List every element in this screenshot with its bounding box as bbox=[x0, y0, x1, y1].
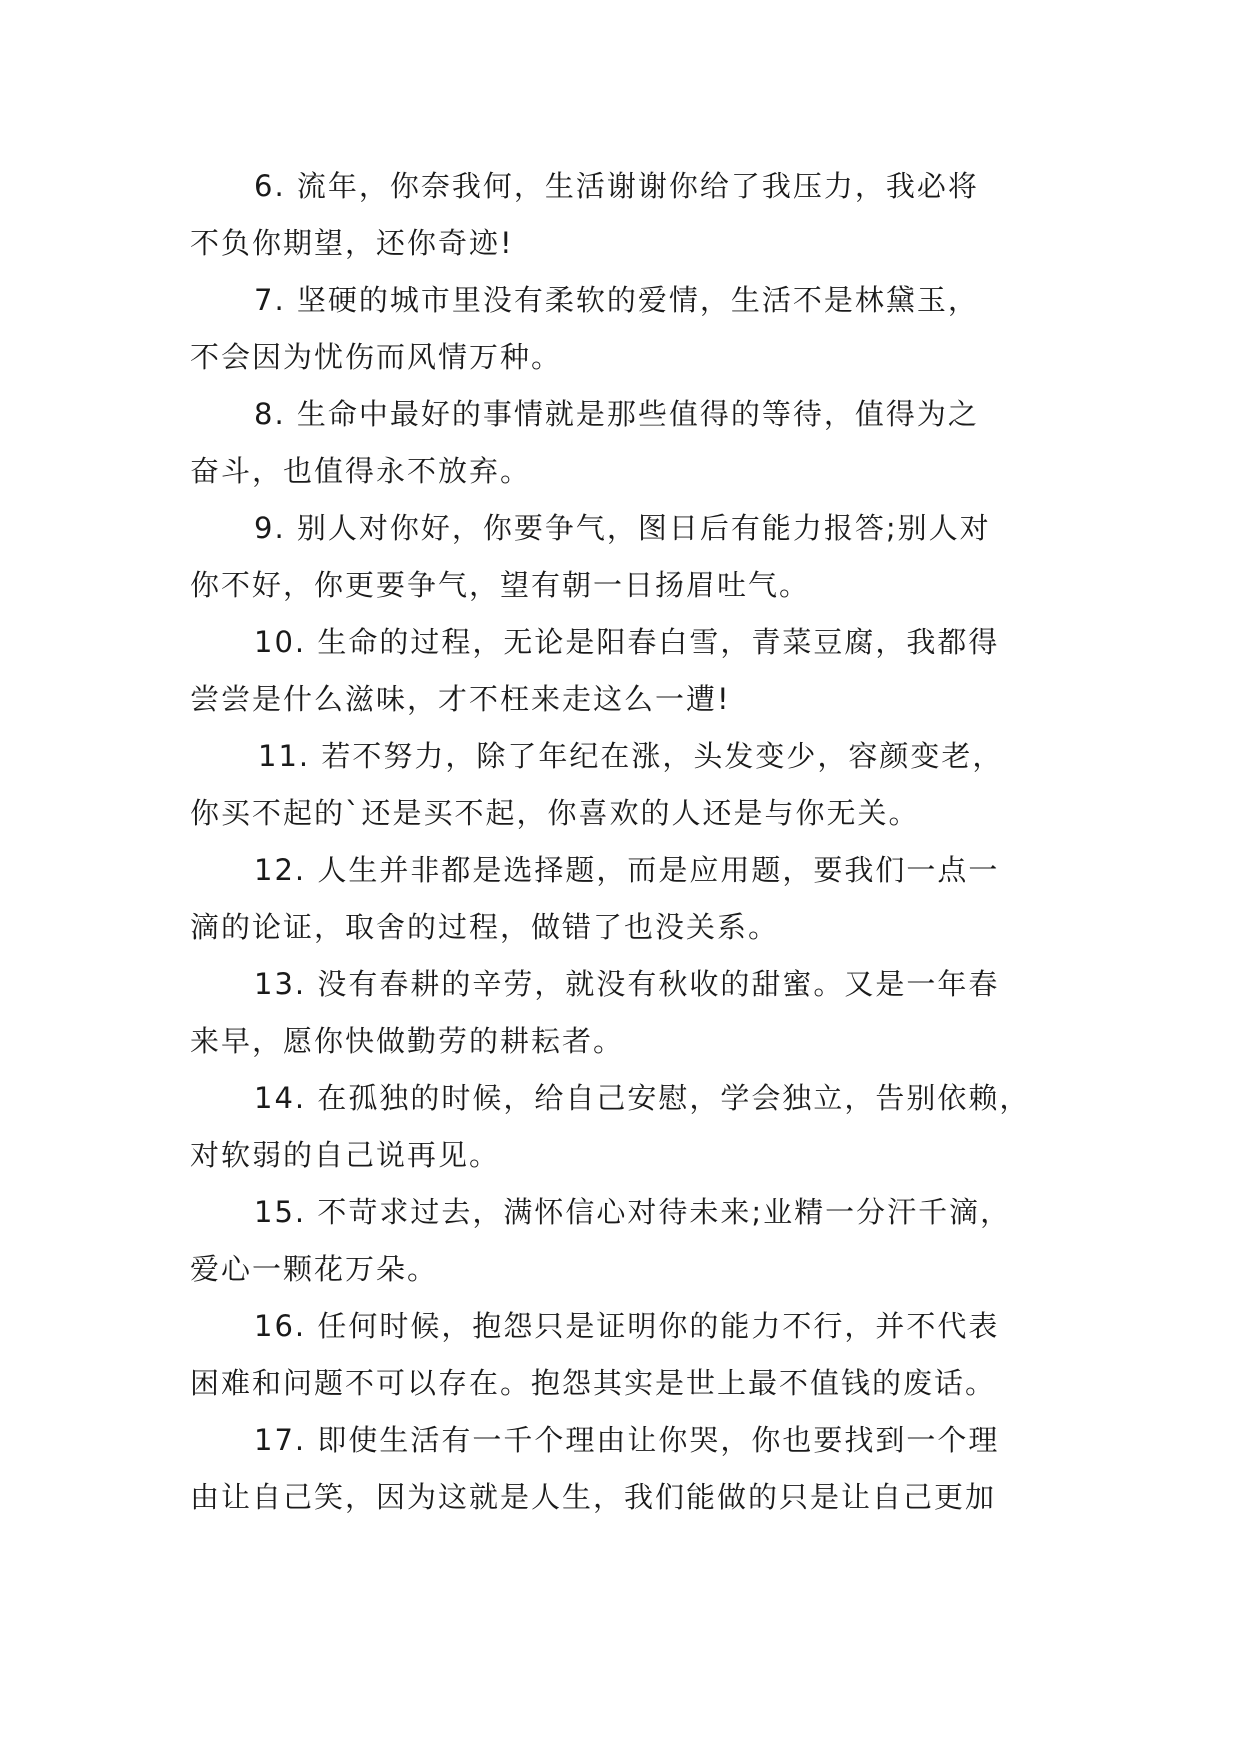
paragraph-line: 13. 没有春耕的辛劳，就没有秋收的甜蜜。又是一年春 bbox=[254, 967, 1000, 1001]
paragraph-line: 15. 不苛求过去，满怀信心对待未来;业精一分汗千滴， bbox=[254, 1195, 1012, 1229]
list-item bbox=[190, 1412, 1070, 1526]
paragraph-line: 11. 若不努力，除了年纪在涨，头发变少，容颜变老， bbox=[258, 739, 1004, 773]
paragraph-line: 10. 生命的过程，无论是阳春白雪，青菜豆腐，我都得 bbox=[254, 625, 1000, 659]
paragraph-line: 14. 在孤独的时候，给自己安慰，学会独立，告别依赖， bbox=[254, 1081, 1031, 1115]
list-item bbox=[190, 386, 1070, 500]
paragraph-line: 来早，愿你快做勤劳的耕耘者。 bbox=[190, 1024, 625, 1058]
paragraph-line: 不会因为忧伤而风情万种。 bbox=[190, 340, 563, 374]
list-item bbox=[190, 842, 1070, 956]
list-item bbox=[190, 1184, 1070, 1298]
list-item bbox=[190, 614, 1070, 728]
paragraph-line: 7. 坚硬的城市里没有柔软的爱情，生活不是林黛玉， bbox=[254, 283, 979, 317]
list-item bbox=[190, 272, 1070, 386]
paragraph-line: 12. 人生并非都是选择题，而是应用题，要我们一点一 bbox=[254, 853, 1000, 887]
paragraph-line: 尝尝是什么滋味，才不枉来走这么一遭! bbox=[190, 682, 731, 716]
paragraph-line: 奋斗，也值得永不放弃。 bbox=[190, 454, 532, 488]
paragraph-line: 你不好，你更要争气，望有朝一日扬眉吐气。 bbox=[190, 568, 811, 602]
paragraph-line: 你买不起的`还是买不起，你喜欢的人还是与你无关。 bbox=[190, 796, 920, 830]
paragraph-line: 爱心一颗花万朵。 bbox=[190, 1252, 439, 1286]
paragraph-line: 由让自己笑，因为这就是人生，我们能做的只是让自己更加 bbox=[190, 1480, 997, 1514]
paragraph-line: 9. 别人对你好，你要争气，图日后有能力报答;别人对 bbox=[254, 511, 991, 545]
paragraph-line: 对软弱的自己说再见。 bbox=[190, 1138, 501, 1172]
list-item bbox=[190, 1070, 1070, 1184]
paragraph-line: 困难和问题不可以存在。抱怨其实是世上最不值钱的废话。 bbox=[190, 1366, 997, 1400]
paragraph-line: 16. 任何时候，抱怨只是证明你的能力不行，并不代表 bbox=[254, 1309, 1000, 1343]
paragraph-line: 8. 生命中最好的事情就是那些值得的等待，值得为之 bbox=[254, 397, 979, 431]
list-item bbox=[190, 956, 1070, 1070]
paragraph-line: 17. 即使生活有一千个理由让你哭，你也要找到一个理 bbox=[254, 1423, 1000, 1457]
document-body bbox=[190, 158, 1070, 1526]
paragraph-line: 滴的论证，取舍的过程，做错了也没关系。 bbox=[190, 910, 780, 944]
list-item bbox=[190, 1298, 1070, 1412]
list-item bbox=[190, 158, 1070, 272]
list-item bbox=[190, 728, 1070, 842]
list-item bbox=[190, 500, 1070, 614]
paragraph-line: 不负你期望，还你奇迹! bbox=[190, 226, 514, 260]
paragraph-line: 6. 流年，你奈我何，生活谢谢你给了我压力，我必将 bbox=[254, 169, 979, 203]
